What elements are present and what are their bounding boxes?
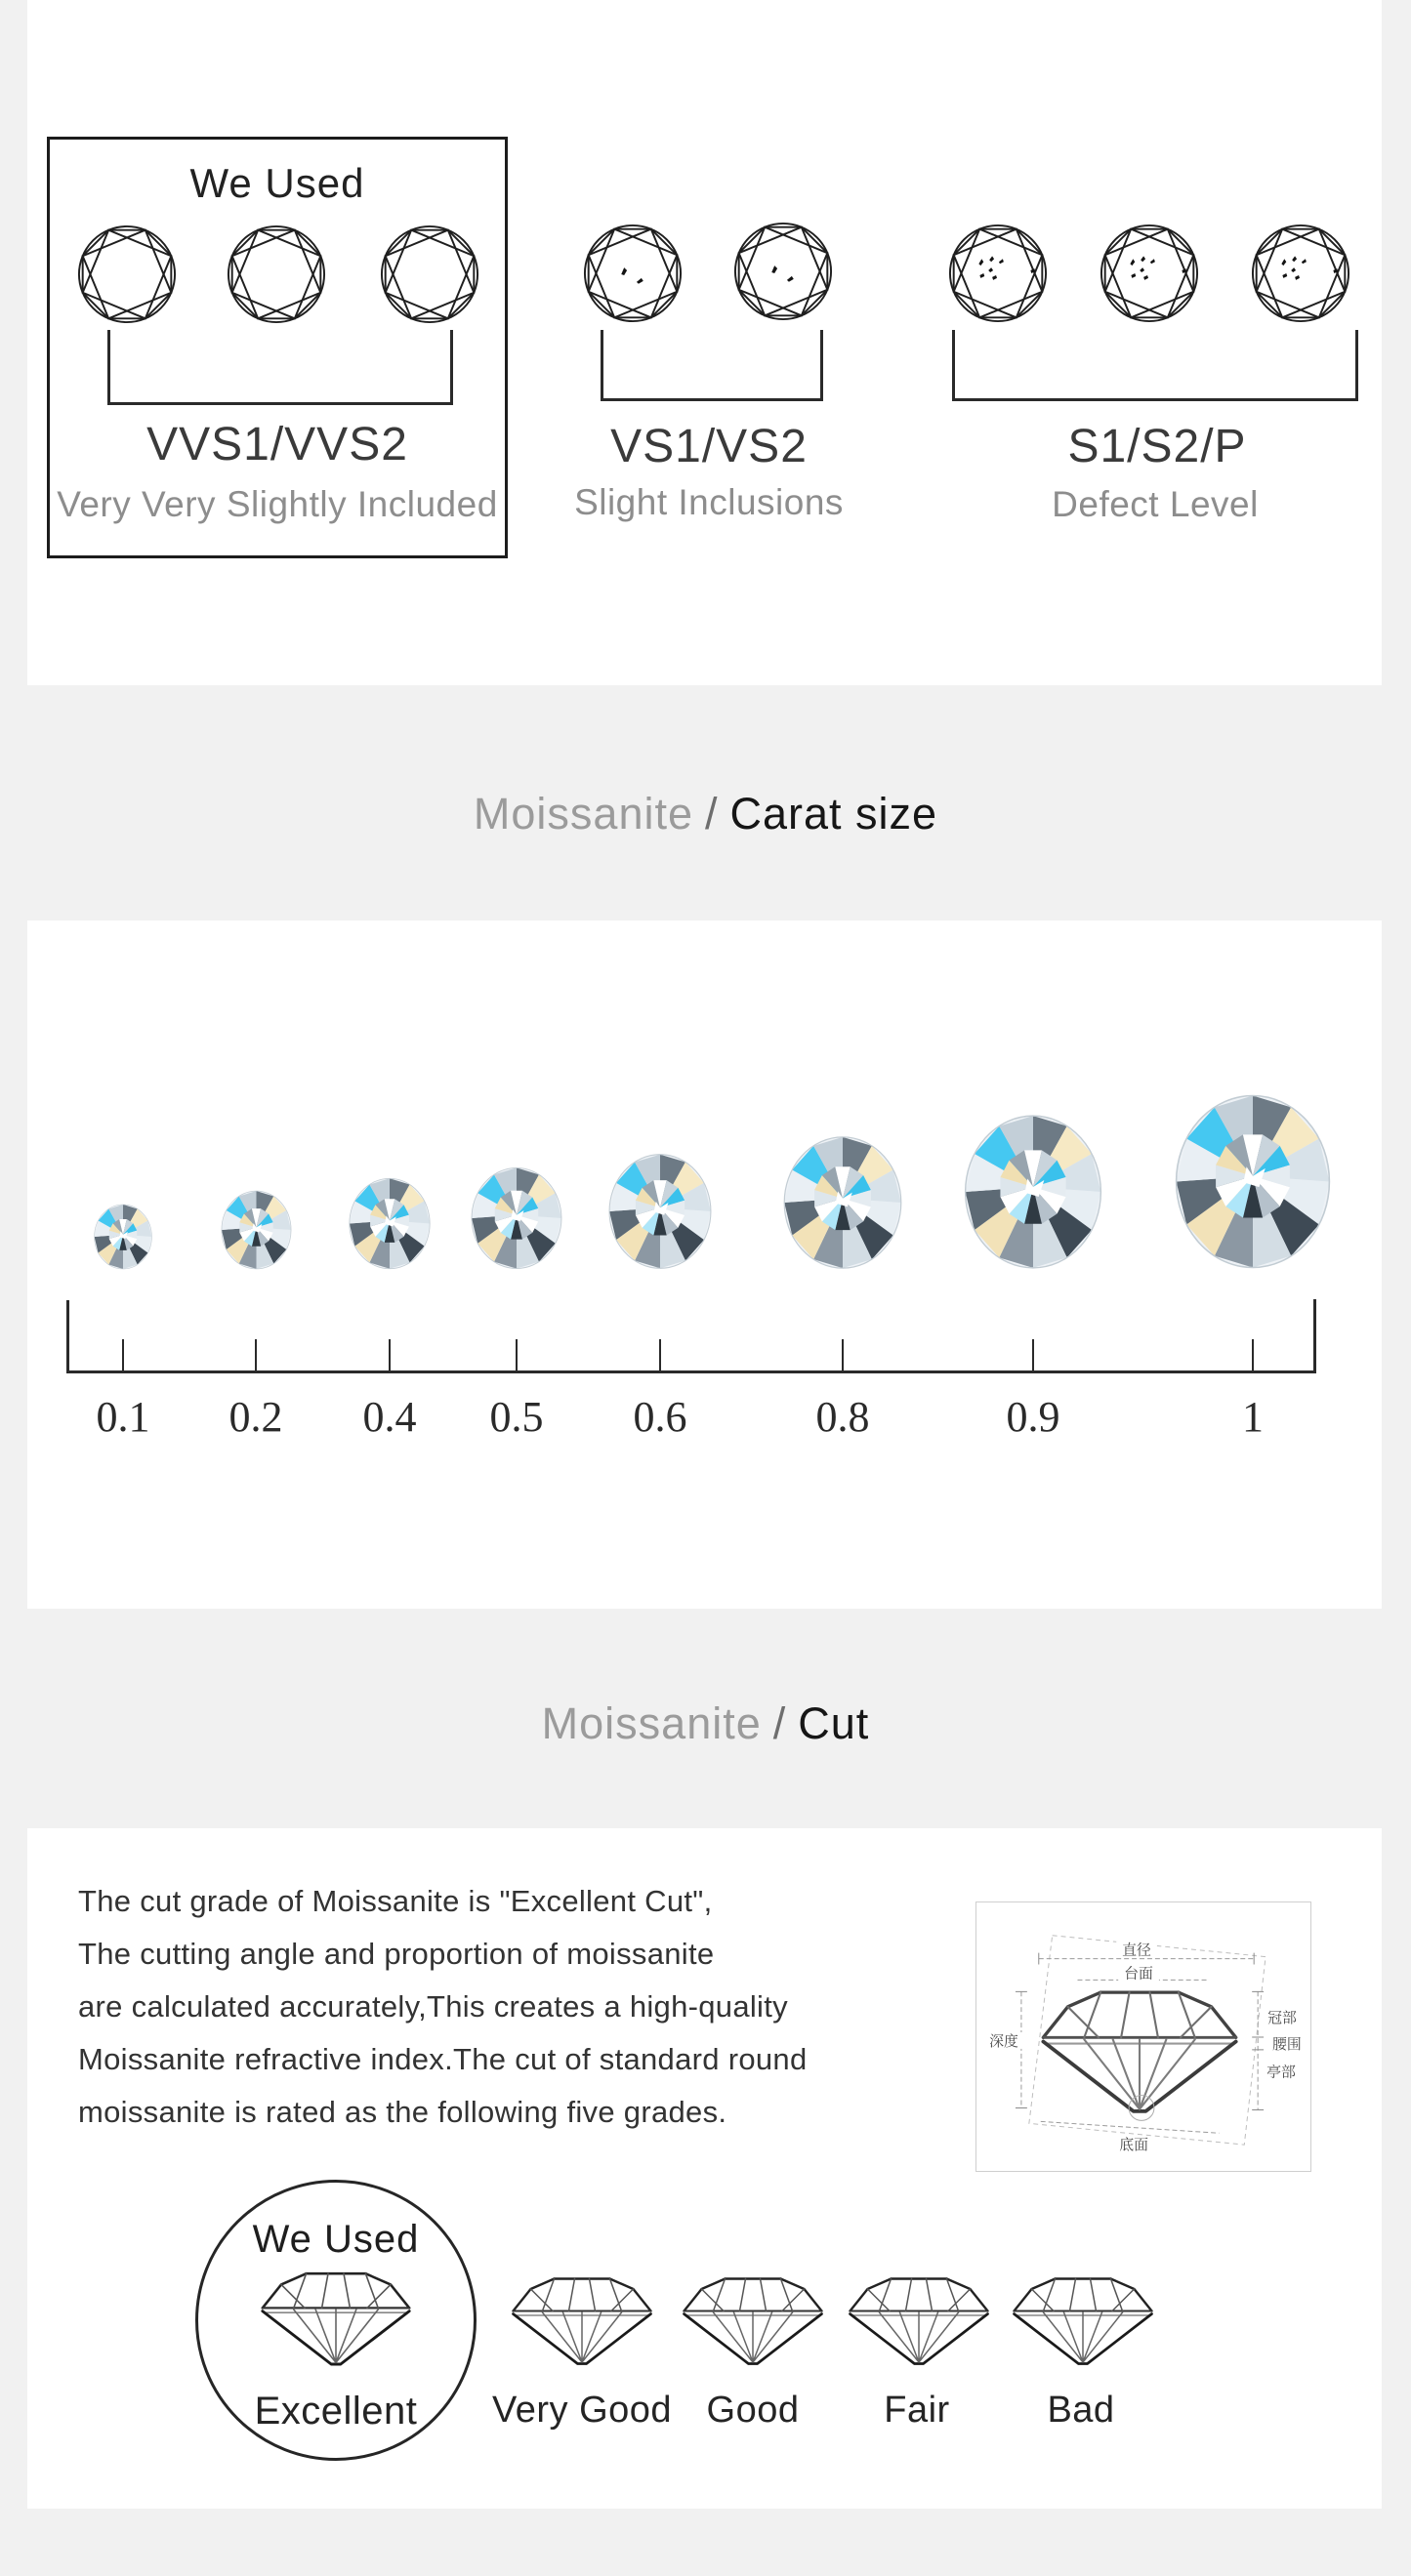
carat-heading (0, 789, 1411, 839)
diagram-label-girdle: 腰围 (1272, 2036, 1302, 2053)
vvs-grade-label: VVS1/VVS2 (146, 419, 408, 470)
gem-1ct-icon (1175, 1093, 1331, 1270)
diamond-cut-fair-icon (846, 2269, 992, 2371)
cut-heading-emphasis: Cut (798, 1698, 870, 1748)
cut-paragraph-line: are calculated accurately,This creates a high-quality (78, 1989, 788, 2024)
cut-grade-label-very-good: Very Good (491, 2390, 673, 2431)
s-bracket (952, 330, 1358, 401)
cut-paragraph-line: The cutting angle and proportion of moissanite (78, 1937, 715, 1971)
carat-scale-label: 1 (1242, 1393, 1264, 1441)
gem-0.4ct-icon (349, 1177, 431, 1270)
diagram-label-diameter: 直径 (1122, 1942, 1151, 1959)
vs-grade-label: VS1/VS2 (610, 421, 808, 472)
cut-grade-label-fair: Fair (884, 2390, 950, 2431)
carat-scale-label: 0.1 (96, 1393, 150, 1441)
diagram-label-crown: 冠部 (1267, 2011, 1297, 2027)
cut-heading-separator: / (772, 1698, 787, 1748)
diamond-clarity-vs-icon (582, 223, 684, 324)
diamond-cut-very-good-icon (509, 2269, 655, 2371)
diagram-label-table: 台面 (1124, 1966, 1153, 1983)
carat-heading-separator: / (705, 789, 719, 838)
s-grade-label: S1/S2/P (1067, 421, 1247, 472)
carat-scale-label: 0.6 (633, 1393, 687, 1441)
ruler-tick (516, 1339, 518, 1370)
cut-grade-label-bad: Bad (1047, 2390, 1115, 2431)
gem-0.6ct-icon (608, 1153, 712, 1270)
clarity-we-used-label: We Used (189, 160, 365, 206)
cut-grade-label-excellent: Excellent (254, 2390, 418, 2433)
carat-heading-prefix: Moissanite (473, 789, 693, 838)
diamond-clarity-s-icon (1099, 223, 1200, 324)
diamond-clarity-s-icon (1250, 223, 1351, 324)
ruler-tick (659, 1339, 661, 1370)
cut-proportion-diagram (975, 1901, 1311, 2172)
ruler-tick (1032, 1339, 1034, 1370)
diamond-clarity-vs-icon (732, 221, 834, 322)
cut-grade-label-good: Good (706, 2390, 800, 2431)
vvs-grade-description: Very Very Slightly Included (57, 484, 498, 524)
ruler-tick (255, 1339, 257, 1370)
carat-heading-emphasis: Carat size (729, 789, 938, 838)
gem-0.1ct-icon (94, 1204, 152, 1270)
diamond-cut-bad-icon (1010, 2269, 1156, 2371)
ruler-baseline (67, 1370, 1316, 1373)
carat-scale-label: 0.8 (815, 1393, 870, 1441)
diamond-clarity-vvs-icon (379, 224, 480, 325)
ruler-tick (842, 1339, 844, 1370)
vs-grade-description: Slight Inclusions (574, 482, 844, 522)
ruler-tick (389, 1339, 391, 1370)
diamond-clarity-vvs-icon (226, 224, 327, 325)
ruler-tick (1252, 1339, 1254, 1370)
ruler-end-tick-left (66, 1300, 69, 1373)
cut-proportion-sketch (976, 1902, 1310, 2171)
diamond-clarity-vvs-icon (76, 224, 178, 325)
diagram-label-culet: 底面 (1119, 2138, 1148, 2154)
carat-scale-label: 0.2 (228, 1393, 283, 1441)
ruler-end-tick-right (1313, 1299, 1316, 1373)
carat-scale-label: 0.9 (1006, 1393, 1060, 1441)
diamond-clarity-s-icon (947, 223, 1049, 324)
diagram-label-depth: 深度 (989, 2033, 1018, 2050)
diamond-cut-good-icon (680, 2269, 826, 2371)
cut-paragraph-line: Moissanite refractive index.The cut of standard round (78, 2042, 808, 2076)
cut-paragraph-line: The cut grade of Moissanite is "Excellent Cut", (78, 1884, 713, 1918)
cut-paragraph-line: moissanite is rated as the following five grades. (78, 2095, 727, 2129)
carat-scale-label: 0.4 (362, 1393, 417, 1441)
gem-0.5ct-icon (471, 1166, 562, 1270)
cut-heading-prefix: Moissanite (541, 1698, 762, 1748)
cut-heading (0, 1698, 1411, 1749)
diagram-label-pavilion: 亭部 (1266, 2065, 1296, 2081)
carat-scale-label: 0.5 (489, 1393, 544, 1441)
gem-0.2ct-icon (221, 1190, 292, 1270)
cut-we-used-label: We Used (252, 2218, 420, 2261)
gem-0.9ct-icon (964, 1114, 1102, 1270)
s-grade-description: Defect Level (1052, 484, 1259, 524)
diamond-cut-excellent-icon (258, 2263, 414, 2372)
vvs-bracket (107, 330, 453, 405)
ruler-tick (122, 1339, 124, 1370)
gem-0.8ct-icon (783, 1135, 902, 1270)
vs-bracket (601, 330, 823, 401)
